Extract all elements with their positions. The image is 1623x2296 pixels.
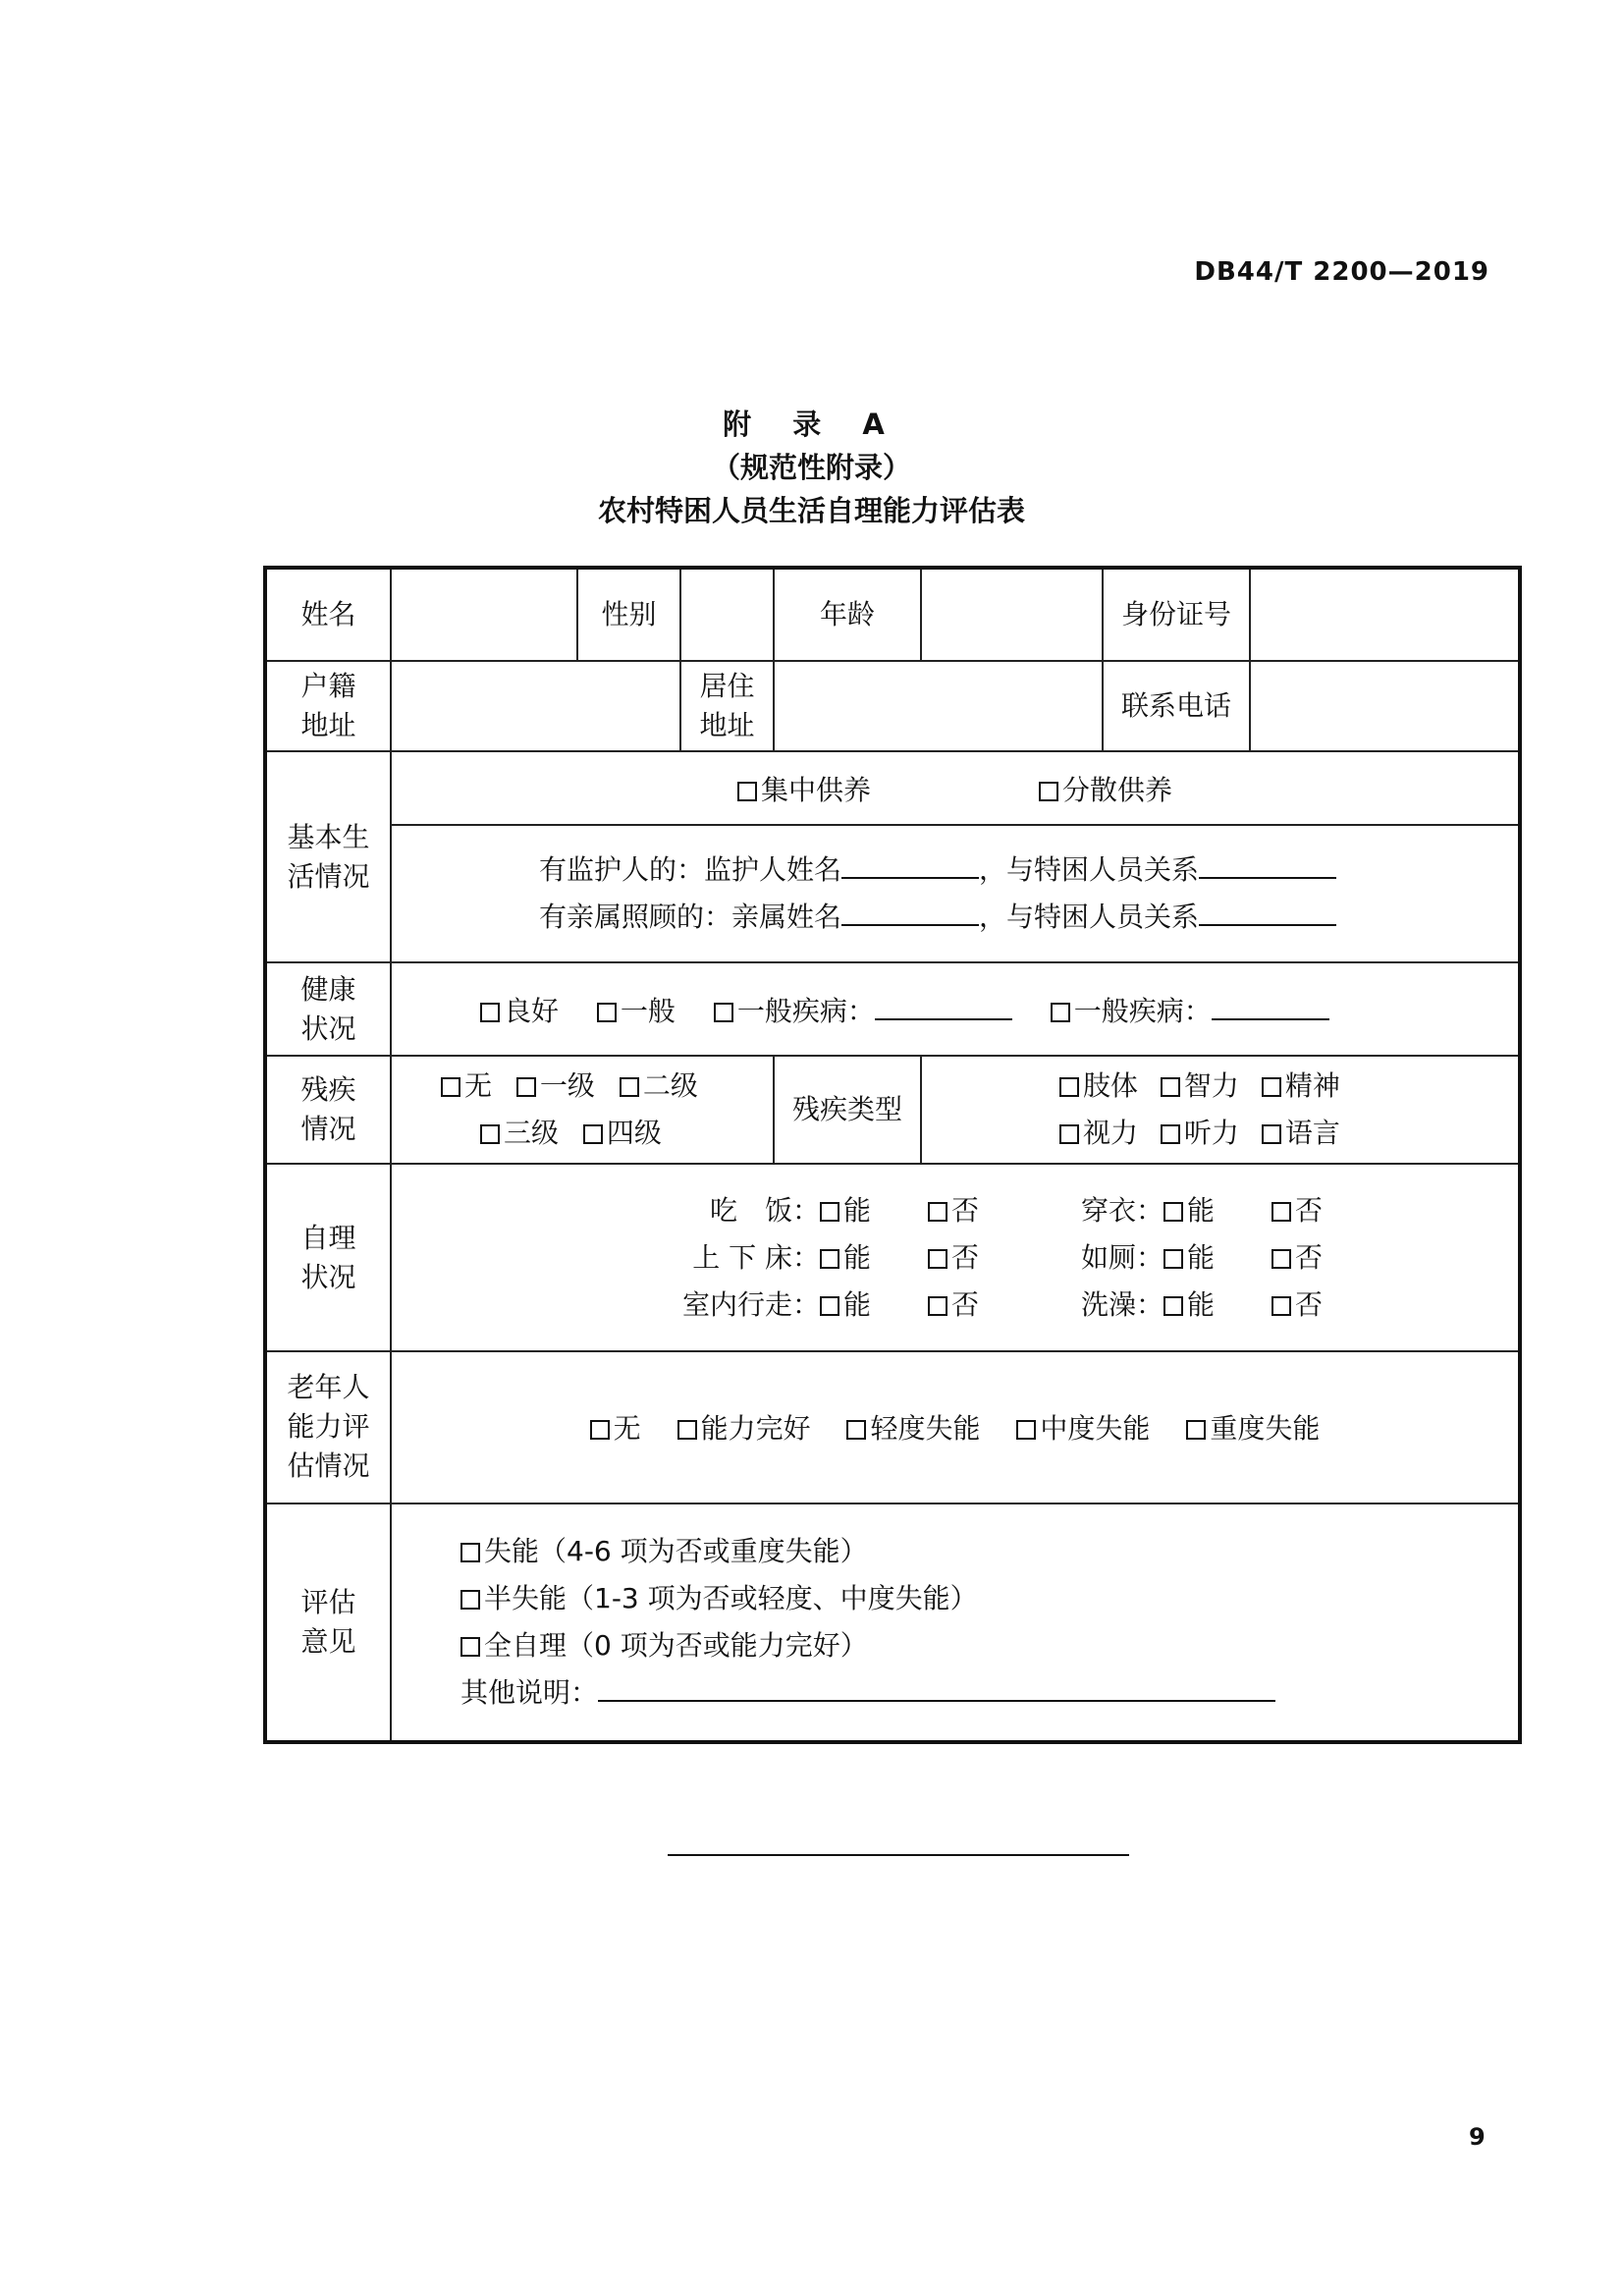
disability-none-text: 无 [464, 1069, 493, 1103]
row-guardian [265, 825, 1520, 962]
type-intellect-text: 智力 [1183, 1069, 1239, 1103]
id-number-field[interactable] [1250, 568, 1520, 661]
checkbox-icon[interactable] [928, 1296, 947, 1316]
opinion-full-option[interactable] [460, 1622, 1512, 1669]
centralized-text: 集中供养 [761, 773, 872, 806]
checkbox-icon[interactable] [1161, 1124, 1180, 1144]
row-opinion [265, 1503, 1520, 1742]
bathing-no-option[interactable] [1271, 1282, 1370, 1329]
opinion-semi-option[interactable] [460, 1575, 1512, 1622]
relative-prefix: 有亲属照顾的：亲属姓名 [539, 901, 842, 934]
type-speech-option[interactable] [1262, 1110, 1340, 1157]
dressing-no-option[interactable] [1271, 1187, 1370, 1234]
eating-yes-text: 能 [843, 1193, 872, 1227]
checkbox-icon[interactable] [1051, 1003, 1070, 1022]
dispersed-option[interactable] [1039, 769, 1172, 808]
disease2-blank[interactable] [1212, 991, 1329, 1020]
health-options [391, 962, 1520, 1056]
type-vision-text: 视力 [1083, 1117, 1139, 1150]
opinion-semi-text: 半失能（1-3 项为否或轻度、中度失能） [484, 1581, 978, 1614]
checkbox-icon[interactable] [1059, 1124, 1079, 1144]
type-hearing-option[interactable] [1161, 1110, 1239, 1157]
residence-label-line2: 地址 [699, 709, 755, 742]
type-vision-option[interactable] [1059, 1110, 1138, 1157]
bathing-label: 洗澡： [1080, 1287, 1163, 1321]
guardian-relation-blank[interactable] [1199, 849, 1336, 879]
relative-relation-label: ，与特困人员关系 [979, 901, 1200, 934]
type-speech-text: 语言 [1284, 1117, 1340, 1150]
disability-none-option[interactable] [441, 1063, 492, 1110]
disability-level4-text: 四级 [606, 1117, 662, 1150]
name-field[interactable] [391, 568, 577, 661]
checkbox-icon[interactable] [516, 1077, 536, 1097]
checkbox-icon[interactable] [737, 782, 757, 801]
household-address-label [265, 661, 391, 751]
elderly-label-line2: 能力评 [287, 1410, 370, 1444]
elderly-none-option[interactable] [590, 1407, 641, 1447]
page-headings [0, 403, 1623, 532]
elderly-options [391, 1351, 1520, 1503]
disability-levels-line2 [441, 1110, 767, 1157]
checkbox-icon[interactable] [1271, 1296, 1291, 1316]
dressing-yes-option[interactable] [1163, 1187, 1271, 1234]
health-label [265, 962, 391, 1056]
checkbox-icon[interactable] [460, 1590, 480, 1610]
opinion-disabled-option[interactable] [460, 1528, 1512, 1575]
opinion-other-line [460, 1669, 1512, 1717]
residence-label-line1: 居住 [699, 670, 755, 703]
eating-no-text: 否 [951, 1193, 980, 1227]
health-label-line1: 健康 [300, 972, 356, 1006]
checkbox-icon[interactable] [1059, 1077, 1079, 1097]
disability-level3-option[interactable] [480, 1110, 559, 1157]
selfcare-label [265, 1164, 391, 1350]
health-fair-option[interactable] [597, 990, 676, 1029]
bed-no-option[interactable] [928, 1234, 1026, 1282]
row-disability [265, 1056, 1520, 1164]
support-type-cell [391, 751, 1520, 825]
elderly-mild-text: 轻度失能 [870, 1412, 981, 1446]
basic-label-line1: 基本生 [287, 820, 370, 853]
row-health [265, 962, 1520, 1056]
disability-level1-option[interactable] [516, 1063, 595, 1110]
health-good-option[interactable] [480, 990, 559, 1029]
checkbox-icon[interactable] [441, 1077, 460, 1097]
walk-no-option[interactable] [928, 1282, 1026, 1329]
relative-relation-blank[interactable] [1199, 897, 1336, 926]
opinion-options [391, 1503, 1520, 1742]
opinion-label-line2: 意见 [300, 1624, 356, 1658]
checkbox-icon[interactable] [1262, 1077, 1281, 1097]
bed-label: 上 下 床： [692, 1240, 820, 1274]
selfcare-options [391, 1164, 1520, 1350]
elderly-label [265, 1351, 391, 1503]
checkbox-icon[interactable] [480, 1124, 500, 1144]
row-selfcare [265, 1164, 1520, 1350]
toilet-no-text: 否 [1295, 1240, 1324, 1274]
type-limb-option[interactable] [1059, 1063, 1138, 1110]
household-label-line1: 户籍 [300, 670, 356, 703]
checkbox-icon[interactable] [460, 1543, 480, 1562]
elderly-label-line1: 老年人 [287, 1371, 370, 1404]
checkbox-icon[interactable] [820, 1249, 839, 1269]
elderly-none-text: 无 [613, 1412, 641, 1446]
walk-yes-option[interactable] [820, 1282, 928, 1329]
opinion-label [265, 1503, 391, 1742]
health-fair-text: 一般 [620, 994, 676, 1027]
toilet-label: 如厕： [1080, 1240, 1163, 1274]
health-good-text: 良好 [504, 994, 560, 1027]
guardian-line [539, 847, 1512, 894]
checkbox-icon[interactable] [846, 1420, 866, 1440]
checkbox-icon[interactable] [714, 1003, 733, 1022]
disability-level-options [391, 1056, 774, 1164]
elderly-moderate-text: 中度失能 [1040, 1412, 1151, 1446]
disability-level4-option[interactable] [583, 1110, 662, 1157]
standard-code: DB44/T 2200—2019 [1194, 257, 1489, 287]
row-address [265, 661, 1520, 751]
phone-label: 联系电话 [1103, 661, 1250, 751]
health-disease1-option[interactable] [714, 990, 1012, 1029]
disability-levels-line1 [441, 1063, 767, 1110]
checkbox-icon[interactable] [597, 1003, 617, 1022]
household-label-line2: 地址 [300, 709, 356, 742]
elderly-severe-text: 重度失能 [1210, 1412, 1321, 1446]
eating-label: 吃 饭： [709, 1193, 820, 1227]
selfcare-grid [594, 1187, 1512, 1329]
checkbox-icon[interactable] [1016, 1420, 1036, 1440]
eating-yes-option[interactable] [820, 1187, 928, 1234]
opinion-other-label: 其他说明： [460, 1675, 599, 1709]
other-notes-blank[interactable] [598, 1672, 1275, 1702]
checkbox-icon[interactable] [1163, 1249, 1183, 1269]
disability-level2-text: 二级 [642, 1069, 698, 1103]
checkbox-icon[interactable] [1161, 1077, 1180, 1097]
health-disease2-option[interactable] [1051, 990, 1329, 1029]
disability-types-line2 [1059, 1110, 1512, 1157]
guardian-prefix: 有监护人的：监护人姓名 [539, 853, 842, 887]
elderly-severe-option[interactable] [1186, 1407, 1320, 1447]
bed-yes-text: 能 [843, 1240, 872, 1274]
guardian-name-blank[interactable] [841, 849, 979, 879]
type-mental-text: 精神 [1284, 1069, 1340, 1103]
opinion-full-text: 全自理（0 项为否或能力完好） [484, 1628, 868, 1662]
assessment-form-table [263, 566, 1522, 1744]
checkbox-icon[interactable] [1039, 782, 1058, 801]
row-support-type [265, 751, 1520, 825]
dispersed-text: 分散供养 [1061, 773, 1172, 806]
bed-yes-option[interactable] [820, 1234, 928, 1282]
checkbox-icon[interactable] [677, 1420, 697, 1440]
health-label-line2: 状况 [300, 1011, 356, 1045]
disability-label-line2: 情况 [300, 1113, 356, 1146]
bathing-no-text: 否 [1295, 1287, 1324, 1321]
checkbox-icon[interactable] [590, 1420, 610, 1440]
checkbox-icon[interactable] [1163, 1296, 1183, 1316]
disability-type-options [921, 1056, 1520, 1164]
end-rule [668, 1854, 1129, 1856]
checkbox-icon[interactable] [1163, 1202, 1183, 1222]
household-address-field[interactable] [391, 661, 680, 751]
normative-label: （规范性附录） [711, 451, 911, 484]
gender-label: 性别 [577, 568, 680, 661]
checkbox-icon[interactable] [820, 1202, 839, 1222]
elderly-intact-text: 能力完好 [700, 1412, 811, 1446]
bathing-yes-option[interactable] [1163, 1282, 1271, 1329]
checkbox-icon[interactable] [460, 1637, 480, 1657]
dressing-no-text: 否 [1295, 1193, 1324, 1227]
health-disease2-text: 一般疾病： [1073, 994, 1212, 1027]
basic-life-label [265, 751, 391, 962]
disability-label [265, 1056, 391, 1164]
disability-type-label: 残疾类型 [774, 1056, 921, 1164]
type-limb-text: 肢体 [1083, 1069, 1139, 1103]
checkbox-icon[interactable] [480, 1003, 500, 1022]
disability-label-line1: 残疾 [300, 1073, 356, 1107]
id-number-label: 身份证号 [1103, 568, 1250, 661]
dressing-label: 穿衣： [1080, 1193, 1163, 1227]
residence-address-field[interactable] [774, 661, 1103, 751]
checkbox-icon[interactable] [1186, 1420, 1206, 1440]
checkbox-icon[interactable] [1271, 1249, 1291, 1269]
type-intellect-option[interactable] [1161, 1063, 1239, 1110]
selfcare-label-line2: 状况 [300, 1260, 356, 1293]
selfcare-label-line1: 自理 [300, 1221, 356, 1254]
guardian-relation-label: ，与特困人员关系 [979, 853, 1200, 887]
eating-no-option[interactable] [928, 1187, 1026, 1234]
row-elderly [265, 1351, 1520, 1503]
opinion-disabled-text: 失能（4-6 项为否或重度失能） [484, 1534, 868, 1567]
checkbox-icon[interactable] [1262, 1124, 1281, 1144]
checkbox-icon[interactable] [583, 1124, 603, 1144]
elderly-moderate-option[interactable] [1016, 1407, 1150, 1447]
walk-no-text: 否 [951, 1287, 980, 1321]
toilet-yes-option[interactable] [1163, 1234, 1271, 1282]
bathing-yes-text: 能 [1187, 1287, 1216, 1321]
walk-yes-text: 能 [843, 1287, 872, 1321]
disability-types-line1 [1059, 1063, 1512, 1110]
opinion-label-line1: 评估 [300, 1585, 356, 1618]
checkbox-icon[interactable] [928, 1249, 947, 1269]
bed-no-text: 否 [951, 1240, 980, 1274]
toilet-yes-text: 能 [1187, 1240, 1216, 1274]
row-personal-info [265, 568, 1520, 661]
checkbox-icon[interactable] [620, 1077, 639, 1097]
relative-name-blank[interactable] [841, 897, 979, 926]
health-disease1-text: 一般疾病： [736, 994, 875, 1027]
checkbox-icon[interactable] [820, 1296, 839, 1316]
elderly-intact-option[interactable] [677, 1407, 811, 1447]
guardian-cell [391, 825, 1520, 962]
residence-address-label [680, 661, 774, 751]
dressing-yes-text: 能 [1187, 1193, 1216, 1227]
phone-field[interactable] [1250, 661, 1520, 751]
appendix-title: 附 录 A [723, 408, 900, 441]
checkbox-icon[interactable] [928, 1202, 947, 1222]
disability-level2-option[interactable] [620, 1063, 698, 1110]
disability-level3-text: 三级 [504, 1117, 560, 1150]
name-label: 姓名 [265, 568, 391, 661]
page-number: 9 [1469, 2123, 1486, 2151]
elderly-mild-option[interactable] [846, 1407, 980, 1447]
checkbox-icon[interactable] [1271, 1202, 1291, 1222]
gender-field[interactable] [680, 568, 774, 661]
walk-label: 室内行走： [681, 1287, 820, 1321]
basic-label-line2: 活情况 [287, 859, 370, 893]
disability-level1-text: 一级 [539, 1069, 595, 1103]
age-label: 年龄 [774, 568, 921, 661]
form-title: 农村特困人员生活自理能力评估表 [597, 494, 1025, 527]
age-field[interactable] [921, 568, 1103, 661]
relative-line [539, 894, 1512, 941]
toilet-no-option[interactable] [1271, 1234, 1370, 1282]
centralized-option[interactable] [737, 769, 871, 808]
elderly-label-line3: 估情况 [287, 1449, 370, 1483]
type-hearing-text: 听力 [1183, 1117, 1239, 1150]
type-mental-option[interactable] [1262, 1063, 1340, 1110]
disease1-blank[interactable] [875, 991, 1012, 1020]
